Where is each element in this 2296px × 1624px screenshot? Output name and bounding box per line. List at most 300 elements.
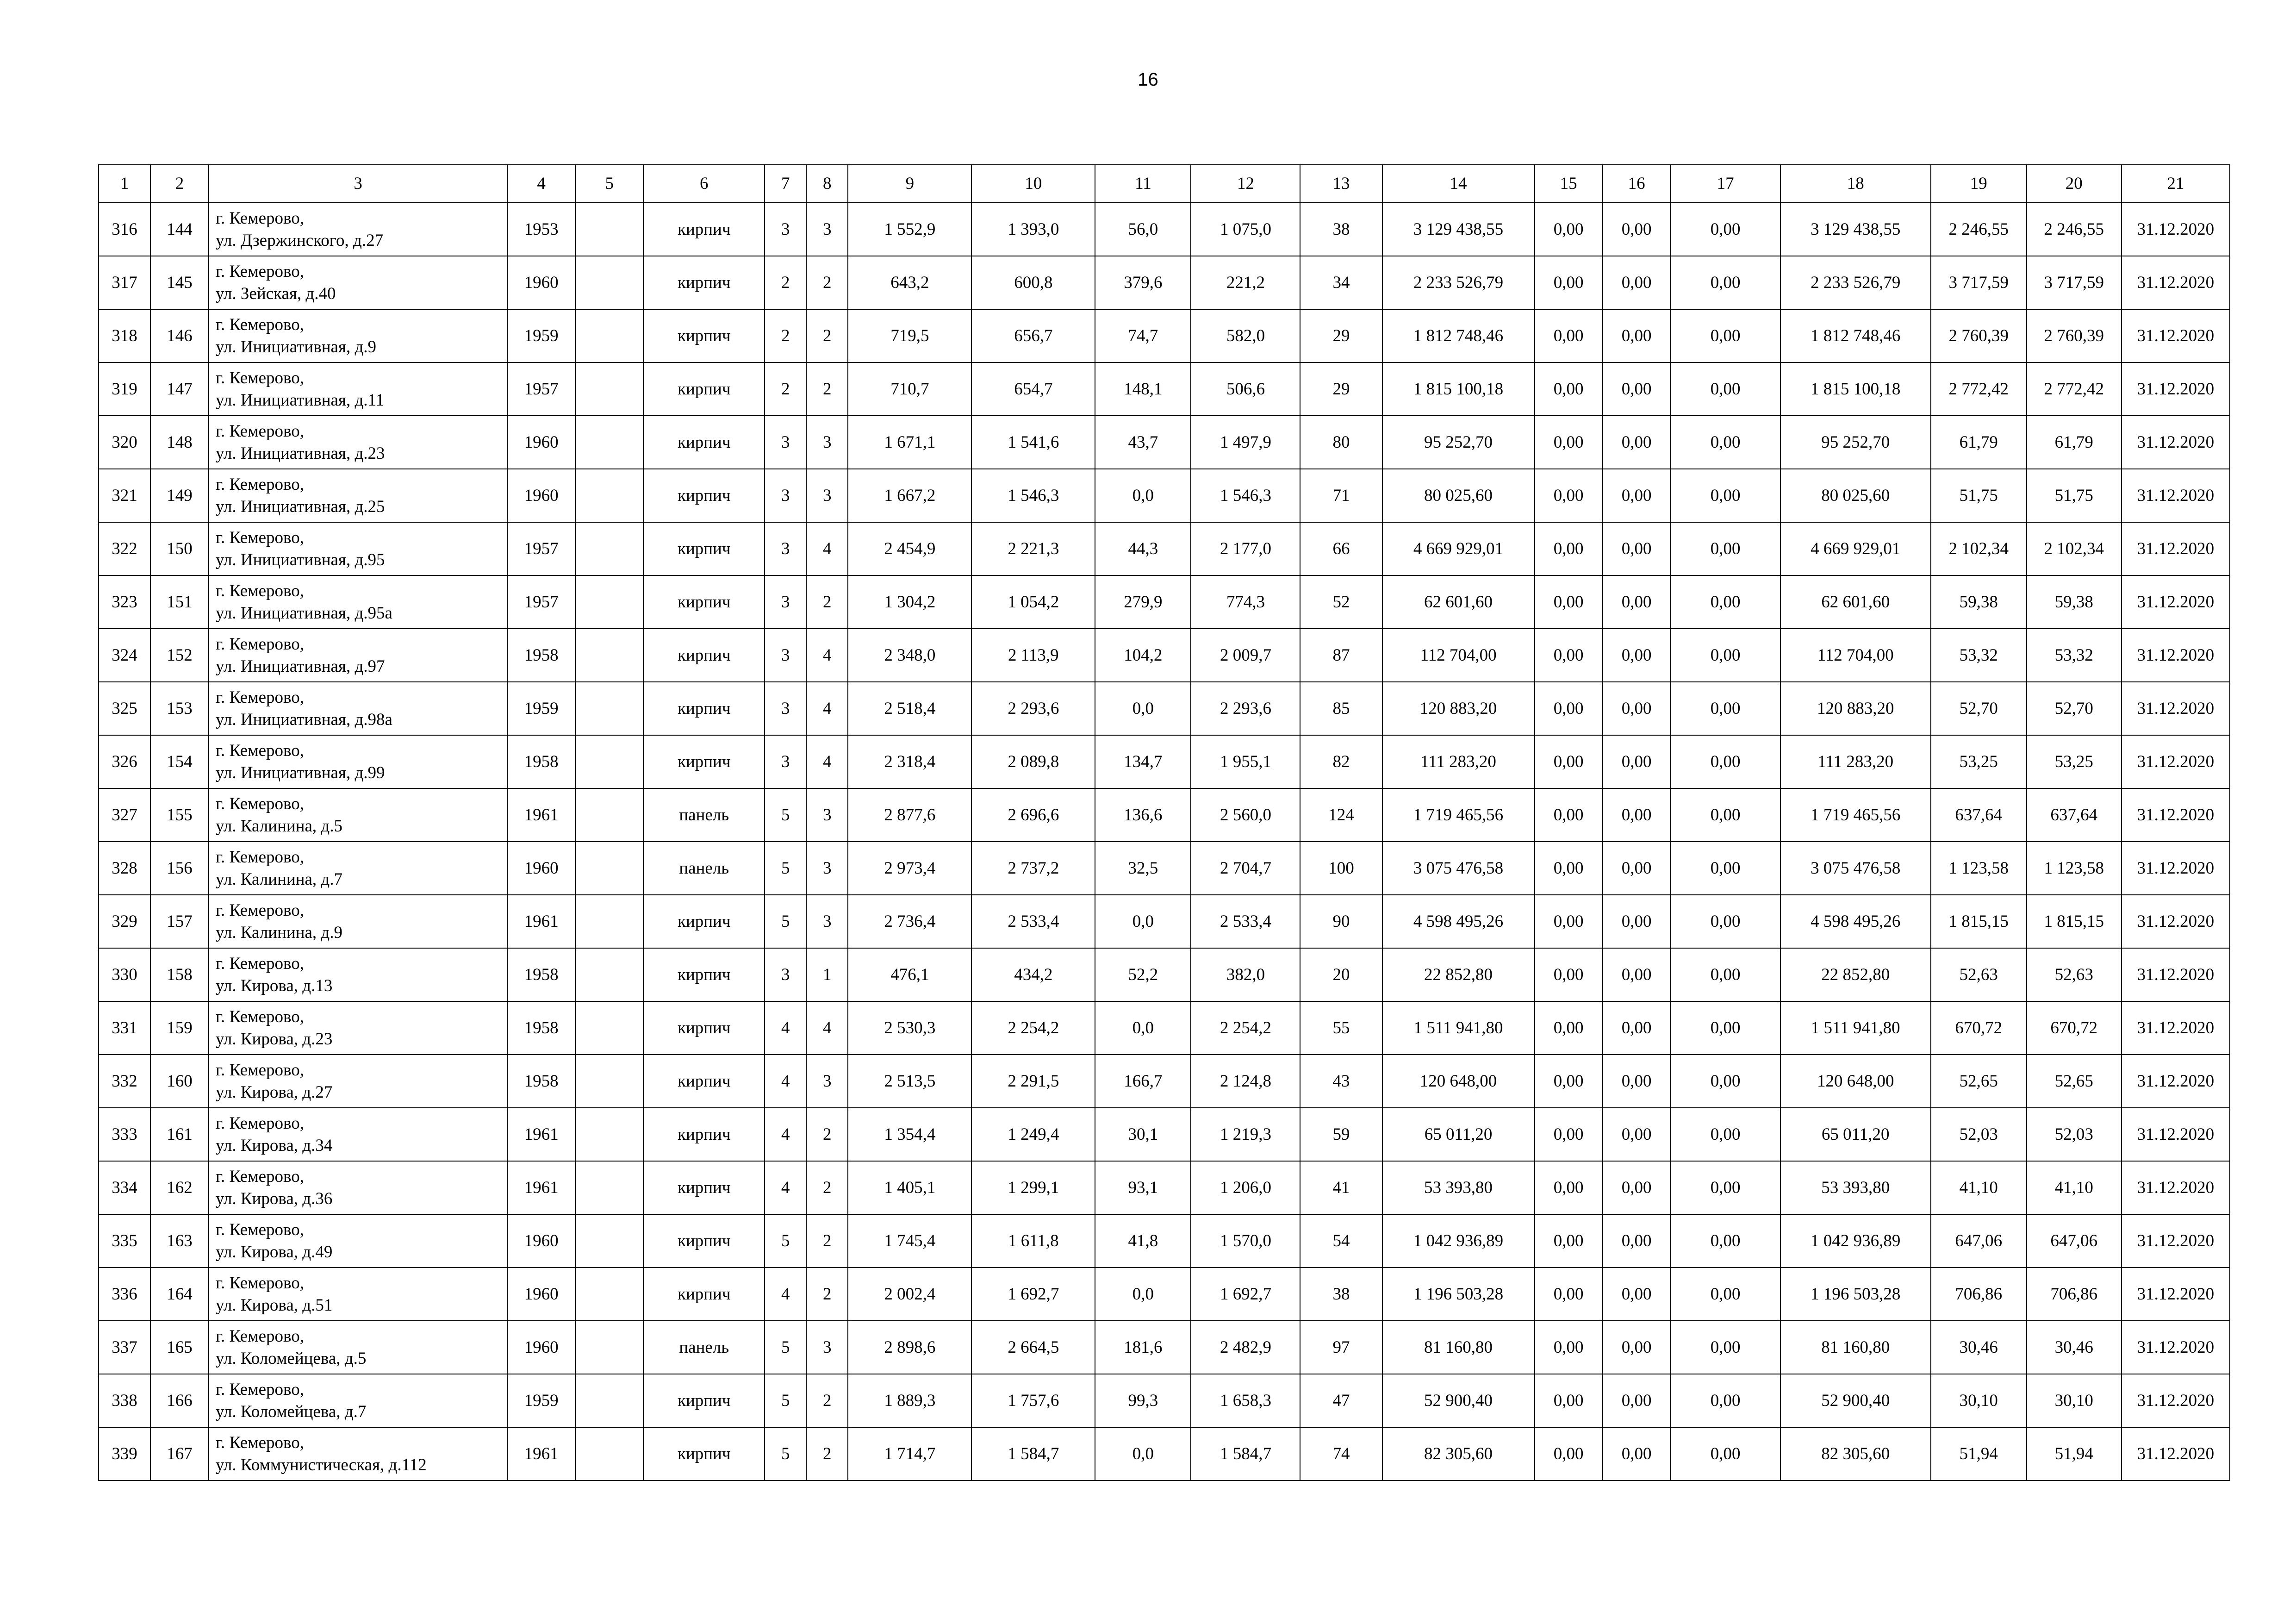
cell-col-8: 3	[806, 842, 848, 895]
table-row	[99, 469, 2230, 522]
cell-col-12: 774,3	[1191, 575, 1300, 629]
cell-col-15: 0,00	[1535, 895, 1603, 948]
cell-col-8: 1	[806, 948, 848, 1001]
cell-col-2: 149	[150, 469, 209, 522]
cell-col-9: 2 518,4	[848, 682, 971, 735]
cell-col-5	[575, 842, 643, 895]
cell-col-17: 0,00	[1671, 416, 1780, 469]
cell-col-9: 1 714,7	[848, 1427, 971, 1480]
cell-col-7: 3	[765, 629, 806, 682]
cell-col-5	[575, 1268, 643, 1321]
cell-col-12: 2 009,7	[1191, 629, 1300, 682]
cell-col-20: 2 102,34	[2027, 522, 2122, 575]
cell-col-21: 31.12.2020	[2122, 575, 2230, 629]
cell-col-11: 30,1	[1095, 1108, 1191, 1161]
cell-col-17: 0,00	[1671, 1321, 1780, 1374]
address-street: ул. Кирова, д.51	[216, 1295, 333, 1315]
cell-col-18: 120 648,00	[1780, 1055, 1931, 1108]
cell-col-13: 47	[1300, 1374, 1382, 1427]
cell-col-16: 0,00	[1603, 682, 1671, 735]
cell-col-5	[575, 1374, 643, 1427]
cell-col-14: 65 011,20	[1382, 1108, 1535, 1161]
cell-col-11: 181,6	[1095, 1321, 1191, 1374]
cell-col-14: 120 648,00	[1382, 1055, 1535, 1108]
cell-col-17: 0,00	[1671, 1001, 1780, 1055]
cell-col-6: кирпич	[643, 309, 765, 362]
table-row	[99, 1427, 2230, 1480]
cell-col-15: 0,00	[1535, 522, 1603, 575]
cell-col-20: 53,32	[2027, 629, 2122, 682]
cell-col-2: 154	[150, 735, 209, 788]
cell-col-15: 0,00	[1535, 1427, 1603, 1480]
address-cell	[209, 416, 507, 469]
cell-col-21: 31.12.2020	[2122, 788, 2230, 842]
cell-col-4: 1959	[507, 682, 575, 735]
cell-col-20: 2 246,55	[2027, 203, 2122, 256]
cell-col-16: 0,00	[1603, 416, 1671, 469]
cell-col-15: 0,00	[1535, 575, 1603, 629]
address-street: ул. Инициативная, д.95	[216, 550, 385, 569]
cell-col-4: 1959	[507, 1374, 575, 1427]
cell-col-15: 0,00	[1535, 256, 1603, 309]
column-header-11: 11	[1095, 165, 1191, 203]
address-city: г. Кемерово,	[216, 262, 305, 281]
address-cell	[209, 948, 507, 1001]
cell-col-15: 0,00	[1535, 1374, 1603, 1427]
cell-col-17: 0,00	[1671, 1268, 1780, 1321]
cell-col-18: 120 883,20	[1780, 682, 1931, 735]
cell-col-16: 0,00	[1603, 203, 1671, 256]
cell-col-7: 5	[765, 895, 806, 948]
cell-col-1: 325	[99, 682, 150, 735]
cell-col-18: 1 042 936,89	[1780, 1214, 1931, 1268]
cell-col-21: 31.12.2020	[2122, 256, 2230, 309]
cell-col-20: 706,86	[2027, 1268, 2122, 1321]
cell-col-14: 1 812 748,46	[1382, 309, 1535, 362]
cell-col-19: 647,06	[1931, 1214, 2027, 1268]
cell-col-5	[575, 1427, 643, 1480]
address-city: г. Кемерово,	[216, 634, 305, 654]
cell-col-6: кирпич	[643, 1161, 765, 1214]
cell-col-10: 1 692,7	[971, 1268, 1095, 1321]
address-cell	[209, 309, 507, 362]
cell-col-9: 2 898,6	[848, 1321, 971, 1374]
cell-col-21: 31.12.2020	[2122, 1108, 2230, 1161]
address-cell	[209, 1374, 507, 1427]
cell-col-20: 637,64	[2027, 788, 2122, 842]
address-street: ул. Коломейцева, д.7	[216, 1402, 367, 1421]
cell-col-8: 4	[806, 682, 848, 735]
cell-col-4: 1961	[507, 1427, 575, 1480]
cell-col-13: 41	[1300, 1161, 1382, 1214]
cell-col-14: 1 042 936,89	[1382, 1214, 1535, 1268]
cell-col-20: 41,10	[2027, 1161, 2122, 1214]
cell-col-7: 5	[765, 788, 806, 842]
cell-col-8: 2	[806, 1427, 848, 1480]
cell-col-17: 0,00	[1671, 575, 1780, 629]
table-row	[99, 1001, 2230, 1055]
cell-col-9: 1 405,1	[848, 1161, 971, 1214]
cell-col-5	[575, 1055, 643, 1108]
cell-col-19: 1 815,15	[1931, 895, 2027, 948]
cell-col-6: кирпич	[643, 629, 765, 682]
cell-col-18: 1 719 465,56	[1780, 788, 1931, 842]
cell-col-17: 0,00	[1671, 735, 1780, 788]
cell-col-18: 81 160,80	[1780, 1321, 1931, 1374]
cell-col-15: 0,00	[1535, 1108, 1603, 1161]
cell-col-7: 3	[765, 522, 806, 575]
cell-col-14: 111 283,20	[1382, 735, 1535, 788]
cell-col-19: 53,32	[1931, 629, 2027, 682]
cell-col-20: 59,38	[2027, 575, 2122, 629]
cell-col-14: 95 252,70	[1382, 416, 1535, 469]
cell-col-1: 320	[99, 416, 150, 469]
cell-col-10: 1 299,1	[971, 1161, 1095, 1214]
column-header-7: 7	[765, 165, 806, 203]
cell-col-13: 100	[1300, 842, 1382, 895]
cell-col-18: 1 812 748,46	[1780, 309, 1931, 362]
cell-col-2: 161	[150, 1108, 209, 1161]
cell-col-19: 53,25	[1931, 735, 2027, 788]
cell-col-14: 62 601,60	[1382, 575, 1535, 629]
cell-col-1: 321	[99, 469, 150, 522]
table-row	[99, 575, 2230, 629]
cell-col-17: 0,00	[1671, 256, 1780, 309]
cell-col-9: 2 348,0	[848, 629, 971, 682]
address-city: г. Кемерово,	[216, 1007, 305, 1026]
cell-col-9: 1 552,9	[848, 203, 971, 256]
cell-col-6: кирпич	[643, 256, 765, 309]
cell-col-2: 144	[150, 203, 209, 256]
cell-col-10: 600,8	[971, 256, 1095, 309]
cell-col-14: 1 196 503,28	[1382, 1268, 1535, 1321]
cell-col-12: 1 219,3	[1191, 1108, 1300, 1161]
table-row	[99, 1161, 2230, 1214]
address-street: ул. Инициативная, д.95а	[216, 603, 392, 623]
cell-col-8: 2	[806, 362, 848, 416]
address-street: ул. Инициативная, д.11	[216, 390, 385, 410]
address-street: ул. Кирова, д.36	[216, 1189, 333, 1208]
cell-col-1: 332	[99, 1055, 150, 1108]
cell-col-4: 1958	[507, 1001, 575, 1055]
cell-col-10: 2 696,6	[971, 788, 1095, 842]
cell-col-21: 31.12.2020	[2122, 309, 2230, 362]
cell-col-1: 323	[99, 575, 150, 629]
address-street: ул. Кирова, д.13	[216, 976, 333, 995]
cell-col-16: 0,00	[1603, 256, 1671, 309]
cell-col-1: 334	[99, 1161, 150, 1214]
cell-col-9: 1 354,4	[848, 1108, 971, 1161]
cell-col-12: 1 570,0	[1191, 1214, 1300, 1268]
table-row	[99, 522, 2230, 575]
cell-col-6: панель	[643, 1321, 765, 1374]
address-cell	[209, 522, 507, 575]
cell-col-14: 2 233 526,79	[1382, 256, 1535, 309]
cell-col-14: 4 598 495,26	[1382, 895, 1535, 948]
address-street: ул. Коломейцева, д.5	[216, 1349, 367, 1368]
table-row	[99, 788, 2230, 842]
cell-col-7: 3	[765, 948, 806, 1001]
cell-col-1: 327	[99, 788, 150, 842]
cell-col-13: 74	[1300, 1427, 1382, 1480]
cell-col-11: 56,0	[1095, 203, 1191, 256]
cell-col-8: 3	[806, 788, 848, 842]
address-street: ул. Коммунистическая, д.112	[216, 1455, 427, 1474]
column-header-1: 1	[99, 165, 150, 203]
cell-col-20: 647,06	[2027, 1214, 2122, 1268]
cell-col-4: 1960	[507, 256, 575, 309]
cell-col-15: 0,00	[1535, 1161, 1603, 1214]
cell-col-7: 3	[765, 735, 806, 788]
cell-col-12: 2 533,4	[1191, 895, 1300, 948]
cell-col-10: 2 221,3	[971, 522, 1095, 575]
cell-col-10: 1 249,4	[971, 1108, 1095, 1161]
cell-col-11: 379,6	[1095, 256, 1191, 309]
cell-col-12: 2 293,6	[1191, 682, 1300, 735]
cell-col-12: 1 584,7	[1191, 1427, 1300, 1480]
table-row	[99, 1214, 2230, 1268]
cell-col-7: 5	[765, 1321, 806, 1374]
cell-col-17: 0,00	[1671, 1214, 1780, 1268]
cell-col-4: 1960	[507, 842, 575, 895]
cell-col-12: 1 955,1	[1191, 735, 1300, 788]
cell-col-18: 1 815 100,18	[1780, 362, 1931, 416]
cell-col-20: 52,63	[2027, 948, 2122, 1001]
cell-col-13: 85	[1300, 682, 1382, 735]
cell-col-10: 2 533,4	[971, 895, 1095, 948]
cell-col-18: 62 601,60	[1780, 575, 1931, 629]
cell-col-15: 0,00	[1535, 948, 1603, 1001]
cell-col-14: 3 075 476,58	[1382, 842, 1535, 895]
cell-col-21: 31.12.2020	[2122, 469, 2230, 522]
cell-col-7: 5	[765, 1214, 806, 1268]
cell-col-11: 0,0	[1095, 469, 1191, 522]
address-street: ул. Инициативная, д.97	[216, 656, 385, 676]
cell-col-19: 2 760,39	[1931, 309, 2027, 362]
cell-col-16: 0,00	[1603, 309, 1671, 362]
cell-col-14: 82 305,60	[1382, 1427, 1535, 1480]
cell-col-9: 2 530,3	[848, 1001, 971, 1055]
table-row	[99, 629, 2230, 682]
cell-col-14: 4 669 929,01	[1382, 522, 1535, 575]
cell-col-7: 4	[765, 1108, 806, 1161]
address-cell	[209, 362, 507, 416]
cell-col-8: 3	[806, 469, 848, 522]
cell-col-11: 74,7	[1095, 309, 1191, 362]
table-row	[99, 309, 2230, 362]
column-header-9: 9	[848, 165, 971, 203]
cell-col-11: 0,0	[1095, 682, 1191, 735]
cell-col-8: 2	[806, 1108, 848, 1161]
cell-col-13: 43	[1300, 1055, 1382, 1108]
cell-col-18: 3 129 438,55	[1780, 203, 1931, 256]
cell-col-16: 0,00	[1603, 1214, 1671, 1268]
address-cell	[209, 1268, 507, 1321]
cell-col-14: 3 129 438,55	[1382, 203, 1535, 256]
cell-col-5	[575, 1214, 643, 1268]
address-city: г. Кемерово,	[216, 421, 305, 441]
cell-col-13: 29	[1300, 362, 1382, 416]
cell-col-12: 2 177,0	[1191, 522, 1300, 575]
cell-col-19: 52,03	[1931, 1108, 2027, 1161]
cell-col-18: 80 025,60	[1780, 469, 1931, 522]
cell-col-17: 0,00	[1671, 1427, 1780, 1480]
cell-col-4: 1958	[507, 735, 575, 788]
cell-col-7: 4	[765, 1055, 806, 1108]
cell-col-7: 5	[765, 1427, 806, 1480]
cell-col-10: 1 541,6	[971, 416, 1095, 469]
cell-col-17: 0,00	[1671, 203, 1780, 256]
cell-col-21: 31.12.2020	[2122, 416, 2230, 469]
cell-col-6: кирпич	[643, 362, 765, 416]
cell-col-12: 1 075,0	[1191, 203, 1300, 256]
cell-col-1: 335	[99, 1214, 150, 1268]
cell-col-13: 80	[1300, 416, 1382, 469]
cell-col-19: 637,64	[1931, 788, 2027, 842]
address-city: г. Кемерово,	[216, 368, 305, 387]
address-street: ул. Зейская, д.40	[216, 284, 336, 303]
table-row	[99, 362, 2230, 416]
column-header-18: 18	[1780, 165, 1931, 203]
cell-col-4: 1960	[507, 416, 575, 469]
cell-col-13: 20	[1300, 948, 1382, 1001]
cell-col-15: 0,00	[1535, 469, 1603, 522]
address-city: г. Кемерово,	[216, 208, 305, 228]
cell-col-16: 0,00	[1603, 735, 1671, 788]
cell-col-21: 31.12.2020	[2122, 735, 2230, 788]
cell-col-4: 1953	[507, 203, 575, 256]
address-street: ул. Кирова, д.23	[216, 1029, 333, 1049]
cell-col-11: 134,7	[1095, 735, 1191, 788]
cell-col-2: 147	[150, 362, 209, 416]
cell-col-13: 52	[1300, 575, 1382, 629]
cell-col-4: 1961	[507, 1108, 575, 1161]
cell-col-13: 66	[1300, 522, 1382, 575]
cell-col-8: 4	[806, 522, 848, 575]
cell-col-10: 2 291,5	[971, 1055, 1095, 1108]
address-street: ул. Калинина, д.7	[216, 869, 342, 889]
cell-col-7: 3	[765, 469, 806, 522]
cell-col-2: 153	[150, 682, 209, 735]
cell-col-15: 0,00	[1535, 735, 1603, 788]
cell-col-6: кирпич	[643, 1055, 765, 1108]
address-cell	[209, 895, 507, 948]
cell-col-18: 112 704,00	[1780, 629, 1931, 682]
address-cell	[209, 575, 507, 629]
cell-col-15: 0,00	[1535, 1001, 1603, 1055]
address-street: ул. Кирова, д.49	[216, 1242, 333, 1262]
cell-col-17: 0,00	[1671, 682, 1780, 735]
cell-col-12: 1 692,7	[1191, 1268, 1300, 1321]
cell-col-8: 2	[806, 1374, 848, 1427]
cell-col-15: 0,00	[1535, 1214, 1603, 1268]
cell-col-12: 582,0	[1191, 309, 1300, 362]
address-cell	[209, 469, 507, 522]
cell-col-2: 158	[150, 948, 209, 1001]
cell-col-11: 0,0	[1095, 1268, 1191, 1321]
cell-col-14: 1 719 465,56	[1382, 788, 1535, 842]
cell-col-14: 22 852,80	[1382, 948, 1535, 1001]
cell-col-1: 337	[99, 1321, 150, 1374]
cell-col-12: 1 206,0	[1191, 1161, 1300, 1214]
cell-col-6: кирпич	[643, 1108, 765, 1161]
cell-col-10: 654,7	[971, 362, 1095, 416]
cell-col-8: 2	[806, 1214, 848, 1268]
cell-col-4: 1960	[507, 469, 575, 522]
cell-col-4: 1957	[507, 362, 575, 416]
cell-col-17: 0,00	[1671, 522, 1780, 575]
address-cell	[209, 203, 507, 256]
cell-col-15: 0,00	[1535, 842, 1603, 895]
cell-col-15: 0,00	[1535, 788, 1603, 842]
cell-col-20: 52,70	[2027, 682, 2122, 735]
cell-col-16: 0,00	[1603, 575, 1671, 629]
address-cell	[209, 1055, 507, 1108]
cell-col-11: 0,0	[1095, 895, 1191, 948]
cell-col-20: 52,65	[2027, 1055, 2122, 1108]
address-city: г. Кемерово,	[216, 581, 305, 600]
cell-col-9: 1 304,2	[848, 575, 971, 629]
cell-col-5	[575, 203, 643, 256]
cell-col-4: 1957	[507, 522, 575, 575]
cell-col-17: 0,00	[1671, 948, 1780, 1001]
address-street: ул. Инициативная, д.99	[216, 763, 385, 782]
cell-col-2: 167	[150, 1427, 209, 1480]
cell-col-12: 1 497,9	[1191, 416, 1300, 469]
cell-col-14: 112 704,00	[1382, 629, 1535, 682]
cell-col-19: 52,63	[1931, 948, 2027, 1001]
cell-col-10: 1 611,8	[971, 1214, 1095, 1268]
address-city: г. Кемерово,	[216, 794, 305, 813]
cell-col-18: 65 011,20	[1780, 1108, 1931, 1161]
table-body	[99, 203, 2230, 1480]
cell-col-13: 38	[1300, 203, 1382, 256]
cell-col-19: 59,38	[1931, 575, 2027, 629]
cell-col-9: 2 736,4	[848, 895, 971, 948]
cell-col-5	[575, 362, 643, 416]
cell-col-4: 1958	[507, 948, 575, 1001]
cell-col-9: 710,7	[848, 362, 971, 416]
cell-col-11: 0,0	[1095, 1001, 1191, 1055]
cell-col-5	[575, 1321, 643, 1374]
cell-col-4: 1960	[507, 1321, 575, 1374]
cell-col-6: кирпич	[643, 416, 765, 469]
address-cell	[209, 1001, 507, 1055]
cell-col-2: 156	[150, 842, 209, 895]
address-city: г. Кемерово,	[216, 1167, 305, 1186]
cell-col-14: 120 883,20	[1382, 682, 1535, 735]
cell-col-7: 5	[765, 842, 806, 895]
cell-col-18: 53 393,80	[1780, 1161, 1931, 1214]
table-row	[99, 735, 2230, 788]
table-row	[99, 1268, 2230, 1321]
address-street: ул. Инициативная, д.23	[216, 443, 385, 463]
cell-col-21: 31.12.2020	[2122, 1268, 2230, 1321]
column-header-19: 19	[1931, 165, 2027, 203]
cell-col-12: 2 124,8	[1191, 1055, 1300, 1108]
cell-col-21: 31.12.2020	[2122, 522, 2230, 575]
cell-col-19: 2 102,34	[1931, 522, 2027, 575]
cell-col-13: 54	[1300, 1214, 1382, 1268]
table-row	[99, 1321, 2230, 1374]
cell-col-4: 1960	[507, 1268, 575, 1321]
cell-col-4: 1959	[507, 309, 575, 362]
cell-col-19: 2 772,42	[1931, 362, 2027, 416]
cell-col-1: 322	[99, 522, 150, 575]
cell-col-9: 2 973,4	[848, 842, 971, 895]
cell-col-19: 2 246,55	[1931, 203, 2027, 256]
cell-col-7: 4	[765, 1001, 806, 1055]
